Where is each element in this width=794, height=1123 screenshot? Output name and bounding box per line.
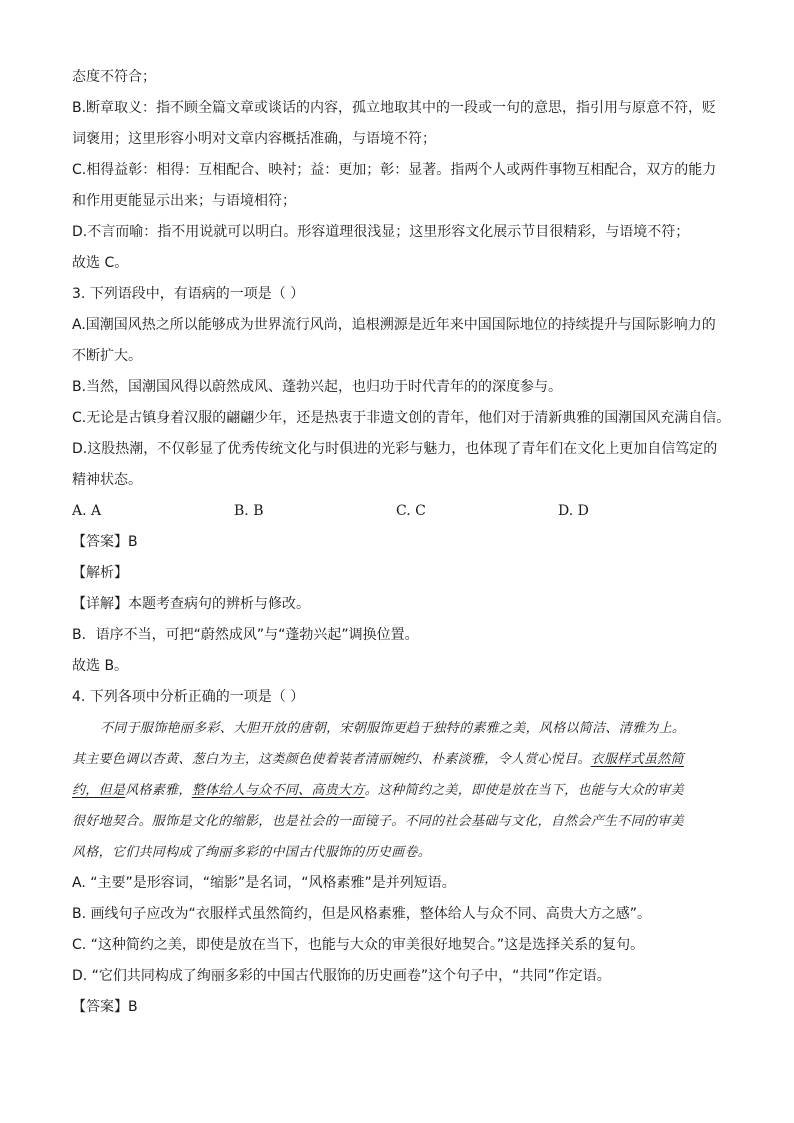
q3-option-a: A.国潮国风热之所以能够成为世界流行风尚，追根溯源是近年来中国国际地位的持续提升与国际影响力的 xyxy=(72,317,716,333)
q3-choice-d: D. D xyxy=(558,503,589,519)
q3-explanation: B．语序不当，可把“蔚然成风”与“蓬勃兴起”调换位置。 xyxy=(72,627,419,643)
q4-stem: 4. 下列各项中分析正确的一项是（ ） xyxy=(72,689,305,705)
underlined-sentence-part-1: 衣服样式虽然简 xyxy=(590,752,684,767)
q4-passage-line-2: 其主要色调以杏黄、葱白为主，这类颜色使着装者清丽婉约、朴素淡雅，令人赏心悦目。衣服样式虽然简 xyxy=(72,752,684,767)
q2-option-b-explain: B.断章取义：指不顾全篇文章或谈话的内容，孤立地取其中的一段或一句的意思，指引用与原意不符，贬 xyxy=(72,100,717,116)
q4-passage-line-4: 很好地契合。服饰是文化的缩影，也是社会的一面镜子。不同的社会基础与文化，自然会产生不同的审美 xyxy=(72,814,684,829)
q3-analysis-label: 【解析】 xyxy=(72,565,128,581)
q3-option-b: B.当然，国潮国风得以蔚然成风、蓬勃兴起，也归功于时代青年的的深度参与。 xyxy=(72,379,563,395)
q2-option-d-explain: D.不言而喻：指不用说就可以明白。形容道理很浅显；这里形容文化展示节目很精彩，与语境不符； xyxy=(72,224,690,240)
q3-option-a-cont: 不断扩大。 xyxy=(72,348,142,364)
document-page xyxy=(72,62,731,1023)
q3-choice-b: B. B xyxy=(234,503,264,519)
q2-option-b-explain-cont: 词褒用；这里形容小明对文章内容概括准确，与语境不符； xyxy=(72,131,436,147)
q3-stem: 3. 下列语段中，有语病的一项是（ ） xyxy=(72,286,305,302)
q3-option-d-cont: 精神状态。 xyxy=(72,472,142,488)
q4-option-d: D. “它们共同构成了绚丽多彩的中国古代服饰的历史画卷”这个句子中，“共同”作定语。 xyxy=(72,968,611,984)
q2-explain-line-1: 态度不符合； xyxy=(72,69,156,85)
q3-detail: 【详解】本题考查病句的辨析与修改。 xyxy=(72,596,310,612)
q3-option-c: C.无论是古镇身着汉服的翩翩少年，还是热衷于非遗文创的青年，他们对于清新典雅的国潮国风充满自信。 xyxy=(72,410,731,426)
q4-passage-line-1: 不同于服饰艳丽多彩、大胆开放的唐朝，宋朝服饰更趋于独特的素雅之美，风格以简洁、清雅为上。 xyxy=(100,721,686,736)
q4-passage-line-5: 风格，它们共同构成了绚丽多彩的中国古代服饰的历史画卷。 xyxy=(72,845,432,860)
q2-conclusion: 故选 C。 xyxy=(72,255,129,271)
q3-choice-row xyxy=(72,496,724,527)
underlined-sentence-part-2: 约，但是 xyxy=(72,783,126,798)
q4-option-c: C. “这种简约之美，即使是放在当下，也能与大众的审美很好地契合。”这是选择关系的复句。 xyxy=(72,937,645,953)
q4-passage-line-3: 约，但是风格素雅，整体给人与众不同、高贵大方。这种简约之美，即使是放在当下，也能与大众的审美 xyxy=(72,783,684,798)
q3-choice-a: A. A xyxy=(72,503,102,519)
q3-choice-c: C. C xyxy=(396,503,426,519)
q2-option-c-explain: C.相得益彰：相得：互相配合、映衬；益：更加；彰：显著。指两个人或两件事物互相配合，双方的能力 xyxy=(72,162,717,178)
q4-answer: 【答案】B xyxy=(72,999,138,1015)
q4-passage xyxy=(72,713,724,868)
q3-conclusion: 故选 B。 xyxy=(72,658,129,674)
q3-answer: 【答案】B xyxy=(72,534,138,550)
underlined-sentence-part-3: 整体给人与众不同、高贵大方 xyxy=(191,783,365,798)
q2-option-c-explain-cont: 和作用更能显示出来；与语境相符； xyxy=(72,193,296,209)
q4-option-a: A. “主要”是形容词，“缩影”是名词，“风格素雅”是并列短语。 xyxy=(72,875,456,891)
q3-option-d: D.这股热潮，不仅彰显了优秀传统文化与时俱进的光彩与魅力，也体现了青年们在文化上更加自信笃定的 xyxy=(72,441,718,457)
q4-option-b: B. 画线句子应改为“衣服样式虽然简约，但是风格素雅，整体给人与众不同、高贵大方之感”。 xyxy=(72,906,652,922)
